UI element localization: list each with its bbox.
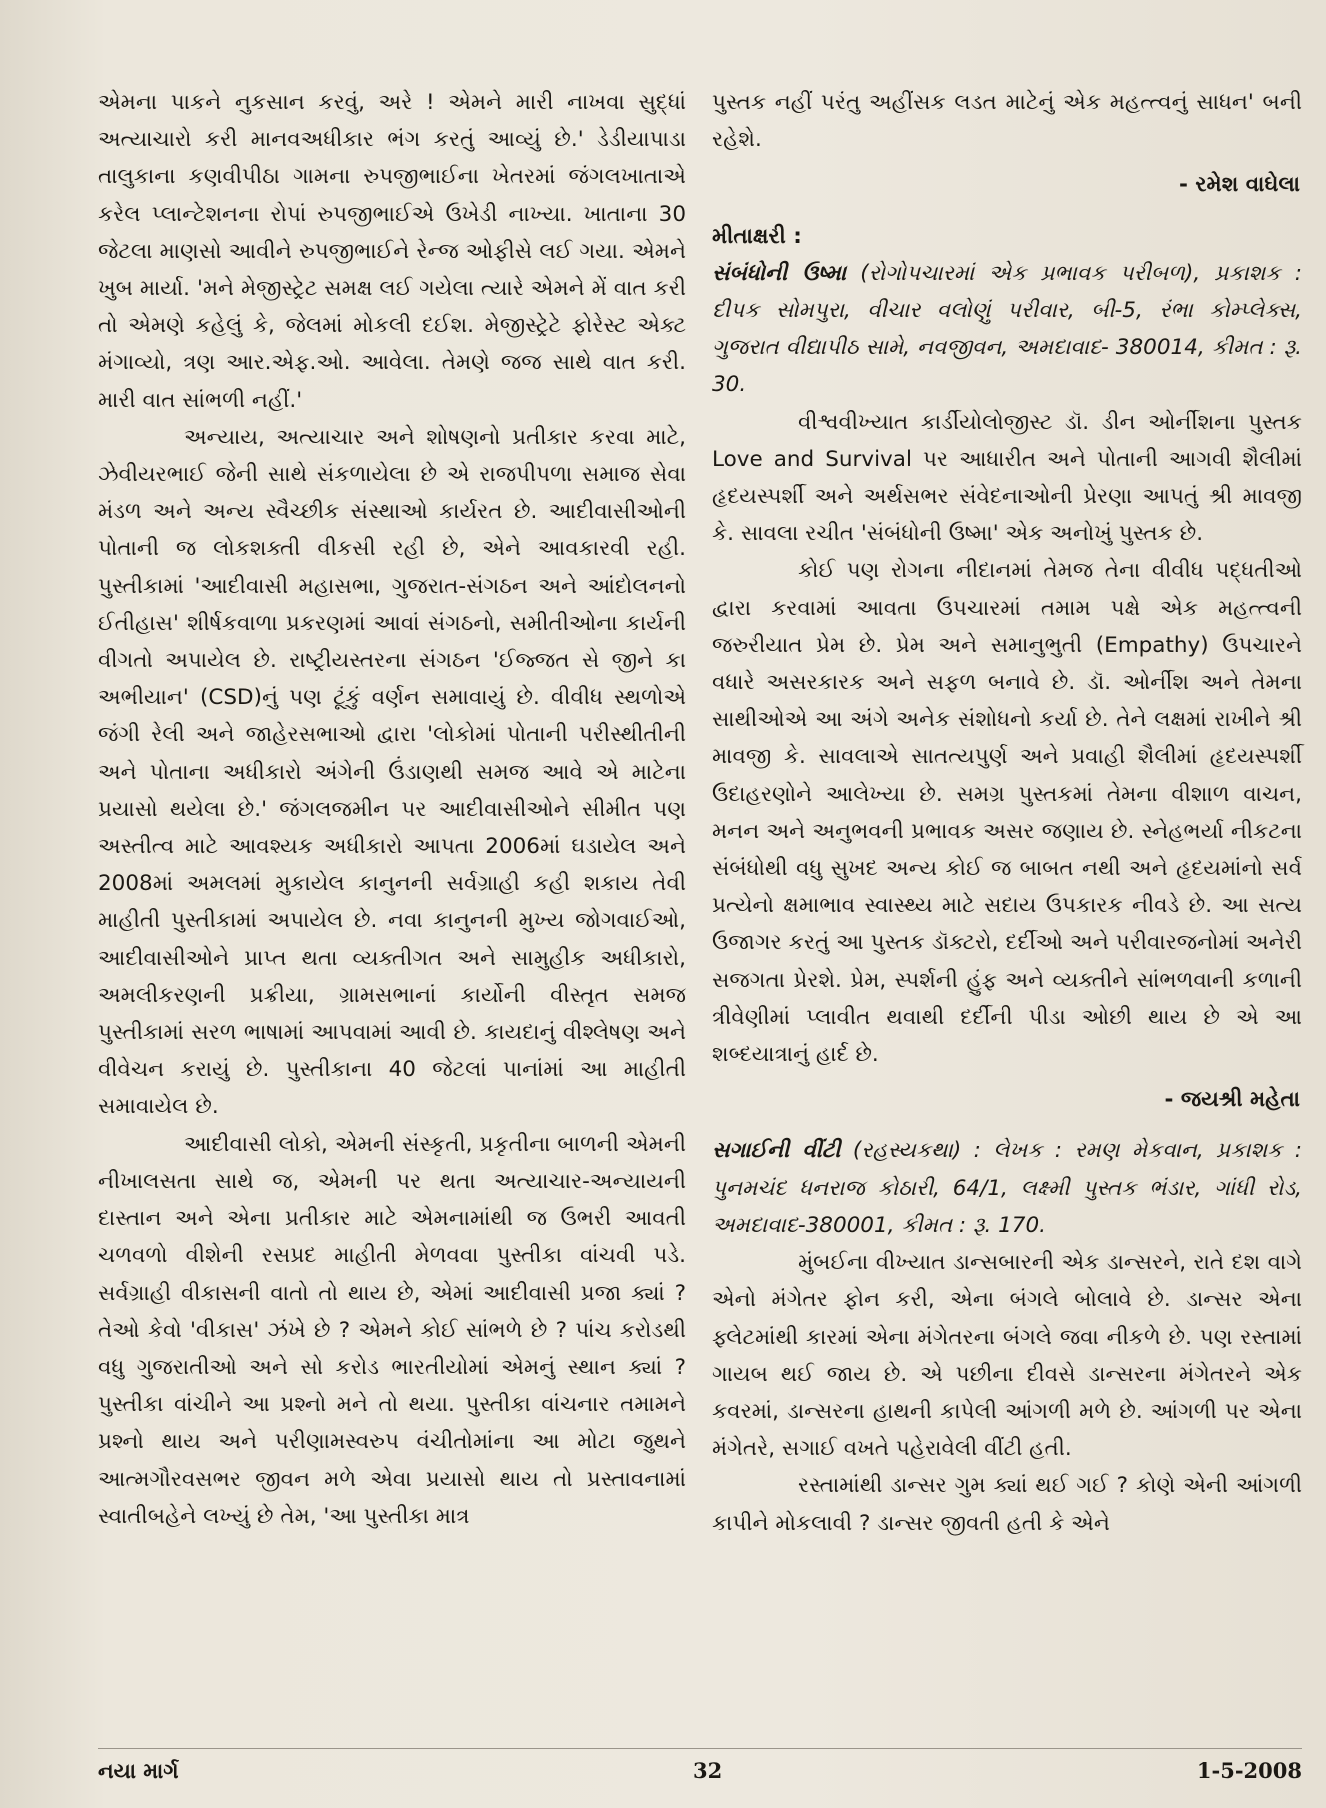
book-details: (રોગોપચારમાં એક પ્રભાવક પરીબળ), પ્રકાશક : દીપક સોમપુરા, વીચાર વલોણું પરીવાર, બી-5, રંભા કોમ્પ્લેક્સ, ગુજરાત વીદ્યાપીઠ સામે, નવજીવન, અમદાવાદ- 380014, કીમત : રૂ. 30. <box>712 260 1303 398</box>
paragraph: એમના પાકને નુકસાન કરવું, અરે ! એમને મારી નાખવા સુદ્ધાં અત્યાચારો કરી માનવઅધીકાર ભંગ કરતું આવ્યું છે.' ડેડીયાપાડા તાલુકાના કણવીપીઠા ગામના રુપજીભાઈના ખેતરમાં જંગલખાતાએ કરેલ પ્લાન્ટેશનના રોપાં રુપજીભાઈએ ઉખેડી નાખ્યા. ખાતાના 30 જેટલા માણસો આવીને રુપજીભાઈને રેન્જ ઓફીસે લઈ ગયા. એમને ખુબ માર્યા. 'મને મેજીસ્ટ્રેટ સમક્ષ લઈ ગયેલા ત્યારે એમને મેં વાત કરી તો એમણે કહેલું કે, જેલમાં મોકલી દઈશ. મેજીસ્ટ્રેટે ફોરેસ્ટ એક્ટ મંગાવ્યો, ત્રણ આર.એફ.ઓ. આવેલા. તેમણે જજ સાથે વાત કરી. મારી વાત સાંભળી નહીં.' <box>98 90 686 413</box>
left-column <box>98 84 686 1535</box>
paragraph: અન્યાય, અત્યાચાર અને શોષણનો પ્રતીકાર કરવા માટે, ઝેવીયરભાઈ જેની સાથે સંકળાયેલા છે એ રાજપીપળા સમાજ સેવા મંડળ અને અન્ય સ્વૈચ્છીક સંસ્થાઓ કાર્યરત છે. આદીવાસીઓની પોતાની જ લોકશક્તી વીકસી રહી છે, એને આવકારવી રહી. પુસ્તીકામાં 'આદીવાસી મહાસભા, ગુજરાત-સંગઠન અને આંદોલનનો ઈતીહાસ' શીર્ષકવાળા પ્રકરણમાં આવાં સંગઠનો, સમીતીઓના કાર્યની વીગતો અપાયેલ છે. રાષ્ટ્રીયસ્તરના સંગઠન 'ઈજ્જત સે જીને કા અભીયાન' (CSD)નું પણ ટૂંકું વર્ણન સમાવાયું છે. વીવીધ સ્થળોએ જંગી રેલી અને જાહેરસભાઓ દ્વારા 'લોકોમાં પોતાની પરીસ્થીતીની અને પોતાના અધીકારો અંગેની ઉંડાણથી સમજ આવે એ માટેના પ્રયાસો થયેલા છે.' જંગલજમીન પર આદીવાસીઓને સીમીત પણ અસ્તીત્વ માટે આવશ્યક અધીકારો આપતા 2006માં ઘડાયેલ અને 2008માં અમલમાં મુકાયેલ કાનુનની સર્વગ્રાહી કહી શકાય તેવી માહીતી પુસ્તીકામાં અપાયેલ છે. નવા કાનુનની મુખ્ય જોગવાઈઓ, આદીવાસીઓને પ્રાપ્ત થતા વ્યક્તીગત અને સામુહીક અધીકારો, અમલીકરણની પ્રક્રીયા, ગ્રામસભાનાં કાર્યોની વીસ્તૃત સમજ પુસ્તીકામાં સરળ ભાષામાં આપવામાં આવી છે. કાયદાનું વીશ્લેષણ અને વીવેચન કરાયું છે. પુસ્તીકાના 40 જેટલાં પાનાંમાં આ માહીતી સમાવાયેલ છે. <box>98 424 686 1120</box>
book-title: સંબંધોની ઉષ્મા <box>712 260 847 286</box>
paragraph: રસ્તામાંથી ડાન્સર ગુમ ક્યાં થઈ ગઈ ? કોણે એની આંગળી કાપીને મોકલાવી ? ડાન્સર જીવતી હતી કે એને <box>712 1473 1302 1536</box>
book-entry <box>712 255 1302 404</box>
footer-rule <box>98 1748 1302 1749</box>
book-entry <box>712 1132 1302 1244</box>
paragraph: કોઈ પણ રોગના નીદાનમાં તેમજ તેના વીવીધ પદ્ધતીઓ દ્વારા કરવામાં આવતા ઉપચારમાં તમામ પક્ષે એક મહત્ત્વની જરુરીયાત પ્રેમ છે. પ્રેમ અને સમાનુભુતી (Empathy) ઉપચારને વધારે અસરકારક અને સફળ બનાવે છે. ડૉ. ઓર્નીશ અને તેમના સાથીઓએ આ અંગે અનેક સંશોધનો કર્યા છે. તેને લક્ષમાં રાખીને શ્રી માવજી કે. સાવલાએ સાતત્યપુર્ણ અને પ્રવાહી શૈલીમાં હૃદયસ્પર્શી ઉદાહરણોને આલેખ્યા છે. સમગ્ર પુસ્તકમાં તેમના વીશાળ વાચન, મનન અને અનુભવની પ્રભાવક અસર જણાય છે. સ્નેહભર્યા નીકટના સંબંધોથી વધુ સુખદ અન્ય કોઈ જ બાબત નથી અને હૃદયમાંનો સર્વ પ્રત્યેનો ક્ષમાભાવ સ્વાસ્થ્ય માટે સદાય ઉપકારક નીવડે છે. આ સત્ય ઉજાગર કરતું આ પુસ્તક ડૉક્ટરો, દર્દીઓ અને પરીવારજનોમાં અનેરી સજગતા પ્રેરશે. પ્રેમ, સ્પર્શની હુંફ અને વ્યક્તીને સાંભળવાની કળાની ત્રીવેણીમાં પ્લાવીત થવાથી દર્દીની પીડા ઓછી થાય છે એ આ શબ્દયાત્રાનું હાર્દ છે. <box>712 558 1302 1068</box>
magazine-name: નયા માર્ગ <box>98 1758 179 1783</box>
right-column <box>712 84 1302 1542</box>
book-details: (રહસ્યકથા) : લેખક : રમણ મેકવાન, પ્રકાશક : પુનમચંદ ધનરાજ કોઠારી, 64/1, લક્ષ્મી પુસ્તક ભંડાર, ગાંધી રોડ, અમદાવાદ-380001, કીમત : રૂ. 170. <box>712 1138 1302 1238</box>
page-footer <box>98 1758 1302 1786</box>
book-title: સગાઈની વીંટી <box>712 1138 841 1164</box>
section-heading: મીતાક્ષરી : <box>712 223 802 249</box>
author-signature: - રમેશ વાઘેલા <box>1179 172 1300 198</box>
page-number: 32 <box>693 1758 723 1783</box>
author-signature: - જયશ્રી મહેતા <box>1164 1087 1300 1113</box>
paragraph: આદીવાસી લોકો, એમની સંસ્કૃતી, પ્રકૃતીના બાળની એમની નીખાલસતા સાથે જ, એમની પર થતા અત્યાચાર-અન્યાયની દાસ્તાન અને એના પ્રતીકાર માટે એમનામાંથી જ ઉભરી આવતી ચળવળો વીશેની રસપ્રદ માહીતી મેળવવા પુસ્તીકા વાંચવી પડે. સર્વગ્રાહી વીકાસની વાતો તો થાય છે, એમાં આદીવાસી પ્રજા ક્યાં ? તેઓ કેવો 'વીકાસ' ઝંખે છે ? એમને કોઈ સાંભળે છે ? પાંચ કરોડથી વધુ ગુજરાતીઓ અને સો કરોડ ભારતીયોમાં એમનું સ્થાન ક્યાં ? પુસ્તીકા વાંચીને આ પ્રશ્નો મને તો થયા. પુસ્તીકા વાંચનાર તમામને પ્રશ્નો થાય અને પરીણામસ્વરુપ વંચીતોમાંના આ મોટા જુથને આત્મગૌરવસભર જીવન મળે એવા પ્રયાસો થાય તો પ્રસ્તાવનામાં સ્વાતીબહેને લખ્યું છે તેમ, 'આ પુસ્તીકા માત્ર <box>98 1131 686 1529</box>
paragraph: વીશ્વવીખ્યાત કાર્ડીયોલોજીસ્ટ ડૉ. ડીન ઓર્નીશના પુસ્તક Love and Survival પર આધારીત અને પોતાની આગવી શૈલીમાં હૃદયસ્પર્શી અને અર્થસભર સંવેદનાઓની પ્રેરણા આપતું શ્રી માવજી કે. સાવલા રચીત 'સંબંધોની ઉષ્મા' એક અનોખું પુસ્તક છે. <box>712 409 1302 547</box>
issue-date: 1-5-2008 <box>1196 1758 1302 1783</box>
paragraph: પુસ્તક નહીં પરંતુ અહીંસક લડત માટેનું એક મહત્ત્વનું સાધન' બની રહેશે. <box>712 90 1302 153</box>
paragraph: મુંબઈના વીખ્યાત ડાન્સબારની એક ડાન્સરને, રાતે દશ વાગે એનો મંગેતર ફોન કરી, એના બંગલે બોલાવે છે. ડાન્સર એના ફ્લેટમાંથી કારમાં એના મંગેતરના બંગલે જવા નીકળે છે. પણ રસ્તામાં ગાયબ થઈ જાય છે. એ પછીના દીવસે ડાન્સરના મંગેતરને એક કવરમાં, ડાન્સરના હાથની કાપેલી આંગળી મળે છે. આંગળી પર એના મંગેતરે, સગાઈ વખતે પહેરાવેલી વીંટી હતી. <box>712 1250 1302 1462</box>
